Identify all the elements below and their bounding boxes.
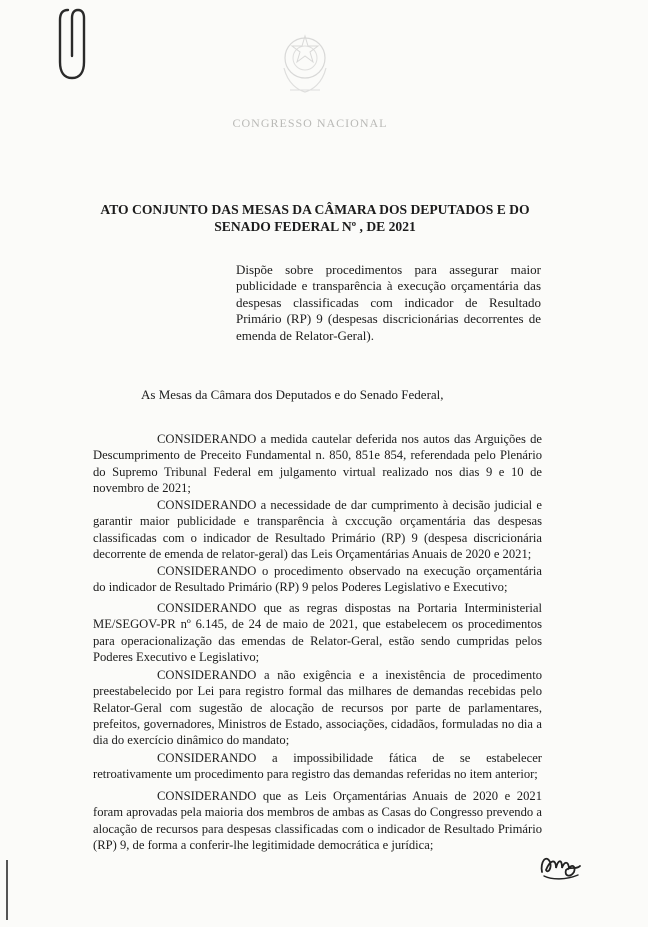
ementa-summary: Dispõe sobre procedimentos para assegurar maior publicidade e transparência à execução orçamentária das despesas classificadas com indicador de Resultado Primário (RP) 9 (despesas discricionárias decorrentes de emenda de Relator-Geral). [236, 262, 541, 343]
paper-clip-icon [54, 6, 94, 82]
considerando-paragraph-1: CONSIDERANDO a medida cautelar deferida nos autos das Arguições de Descumprimento de Preceito Fundamental n. 850, 851e 854, referendada pelo Plenário do Supremo Tribunal Federal em julgamento virtual realizado nos dias 9 e 10 de novembro de 2021; [93, 432, 542, 495]
title-line-2: SENADO FEDERAL Nº , DE 2021 [214, 219, 416, 234]
considerando-paragraph-6: CONSIDERANDO a impossibilidade fática de se estabelecer retroativamente um procedimento para registro das demandas referidas no item anterior; [93, 751, 542, 782]
coat-of-arms-icon [276, 28, 334, 98]
addressee-line: As Mesas da Câmara dos Deputados e do Senado Federal, [141, 387, 444, 402]
seal-caption: CONGRESSO NACIONAL [232, 116, 388, 130]
considerando-paragraph-2: CONSIDERANDO a necessidade de dar cumprimento à decisão judicial e garantir maior publicidade e transparência à cxccução orçamentária das despesas classificadas com o indicador de Resultado Primário (RP) 9 (despesa discricionária decorrente de emenda de relator-geral) das Leis Orçamentárias Anuais de 2020 e 2021; [93, 498, 542, 561]
considerando-paragraph-7: CONSIDERANDO que as Leis Orçamentárias Anuais de 2020 e 2021 foram aprovadas pela maioria dos membros de ambas as Casas do Congresso prevendo a alocação de recursos para despesas classificadas com o indicador de Resultado Primário (RP) 9, de forma a conferir-lhe legitimidade democrática e jurídica; [93, 789, 542, 852]
scan-edge-line [6, 860, 8, 920]
title-line-1: ATO CONJUNTO DAS MESAS DA CÂMARA DOS DEPUTADOS E DO [100, 202, 530, 217]
signature-initials-icon [536, 842, 584, 884]
considerando-paragraph-3: CONSIDERANDO o procedimento observado na execução orçamentária do indicador de Resultado Primário (RP) 9 pelos Poderes Legislativo e Executivo; [93, 564, 542, 595]
considerando-paragraph-4: CONSIDERANDO que as regras dispostas na Portaria Interministerial ME/SEGOV-PR nº 6.145, de 24 de maio de 2021, que estabelecem os procedimentos para operacionalização das emendas de Relator-Geral, estão sendo cumpridas pelos Poderes Executivo e Legislativo; [93, 601, 542, 664]
document-title [100, 201, 530, 235]
considerando-paragraph-5: CONSIDERANDO a não exigência e a inexistência de procedimento preestabelecido por Lei para registro formal das milhares de demandas recebidas pelo Relator-Geral com sugestão de alocação de recursos por parte de parlamentares, prefeitos, governadores, Ministros de Estado, associações, cidadãos, formuladas no dia a dia do exercício dinâmico do mandato; [93, 668, 542, 748]
